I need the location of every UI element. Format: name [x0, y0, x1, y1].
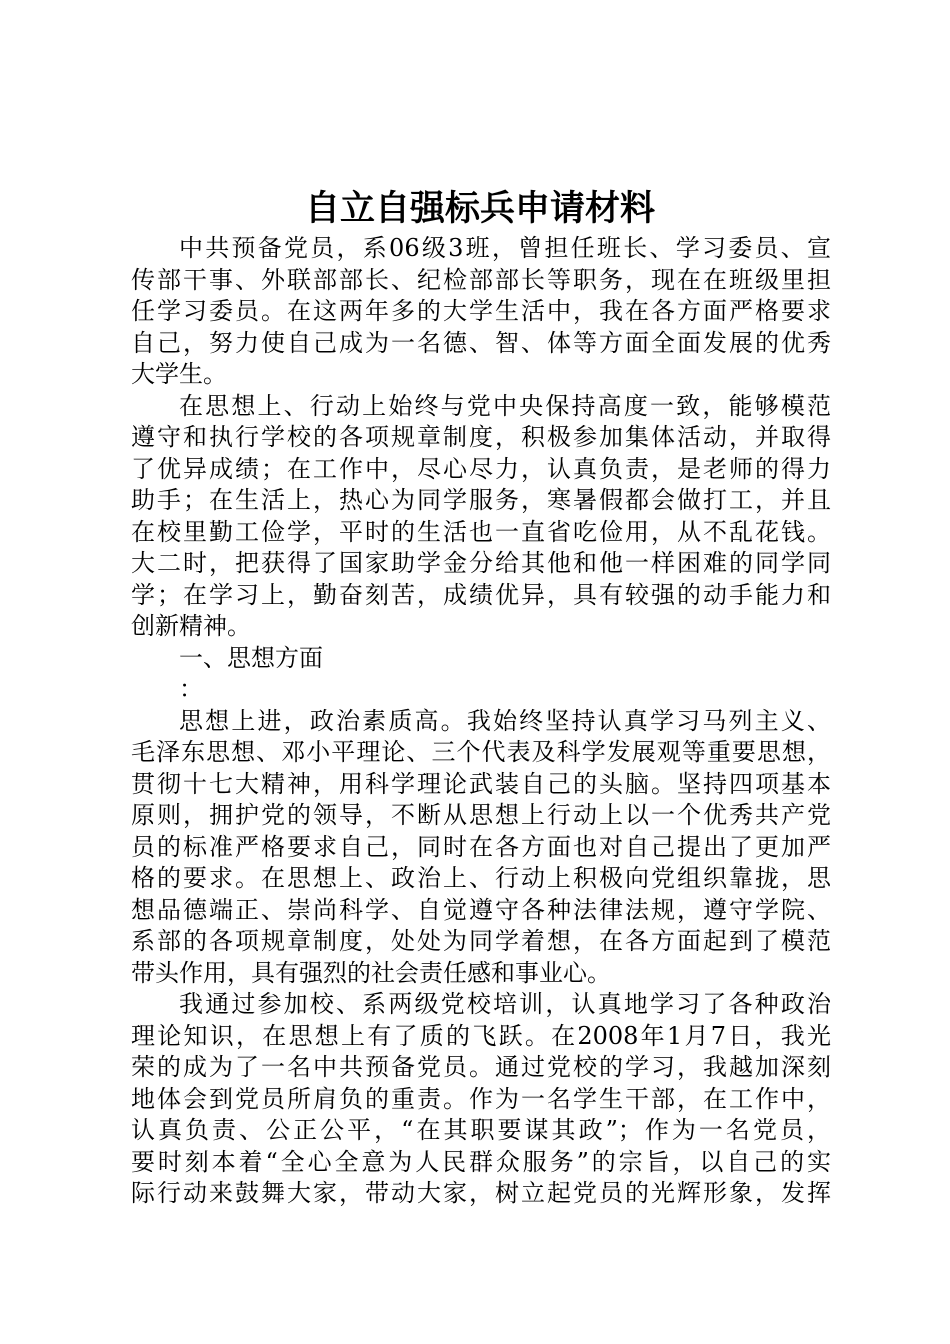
- paragraph-line: 系部的各项规章制度，处处为同学着想，在各方面起到了模范: [131, 927, 831, 955]
- paragraph-line: 理论知识，在思想上有了质的飞跃。在2008年1月7日，我光: [131, 1021, 831, 1050]
- paragraph-line: 在思想上、行动上始终与党中央保持高度一致，能够模范: [179, 391, 831, 420]
- paragraph-line: 际行动来鼓舞大家，带动大家，树立起党员的光辉形象，发挥: [131, 1179, 831, 1207]
- paragraph-line: 遵守和执行学校的各项规章制度，积极参加集体活动，并取得: [131, 423, 831, 451]
- paragraph-line: 学；在学习上，勤奋刻苦，成绩优异，具有较强的动手能力和: [131, 580, 831, 609]
- paragraph-line: 大学生。: [131, 360, 227, 388]
- paragraph-line: 中共预备党员，系06级3班，曾担任班长、学习委员、宣: [179, 234, 831, 262]
- paragraph-line: 大二时，把获得了国家助学金分给其他和他一样困难的同学同: [131, 549, 831, 577]
- paragraph-line: 了优异成绩；在工作中，尽心尽力，认真负责，是老师的得力: [131, 454, 831, 483]
- document-title: 自立自强标兵申请材料: [304, 189, 655, 229]
- paragraph-line: 创新精神。: [131, 612, 251, 640]
- paragraph-line: 员的标准严格要求自己，同时在各方面也对自己提出了更加严: [131, 832, 831, 861]
- paragraph-line: 原则，拥护党的领导，不断从思想上行动上以一个优秀共产党: [131, 801, 831, 829]
- paragraph-line: 贯彻十七大精神，用科学理论武装自己的头脑。坚持四项基本: [131, 769, 831, 798]
- paragraph-line: 助手；在生活上，热心为同学服务，寒暑假都会做打工，并且: [131, 486, 831, 514]
- paragraph-line: 认真负责、公正公平，“在其职要谋其政”；作为一名党员，: [131, 1116, 831, 1144]
- paragraph-line: 任学习委员。在这两年多的大学生活中，我在各方面严格要求: [131, 297, 831, 325]
- paragraph-line: 要时刻本着“全心全意为人民群众服务”的宗旨，以自己的实: [131, 1147, 831, 1176]
- paragraph-line: 想品德端正、崇尚科学、自觉遵守各种法律法规，遵守学院、: [131, 895, 831, 924]
- paragraph-line: 自己，努力使自己成为一名德、智、体等方面全面发展的优秀: [131, 328, 831, 357]
- paragraph-line: 荣的成为了一名中共预备党员。通过党校的学习，我越加深刻: [131, 1053, 831, 1081]
- paragraph-line: 我通过参加校、系两级党校培训，认真地学习了各种政治: [179, 990, 831, 1018]
- paragraph-line: 格的要求。在思想上、政治上、行动上积极向党组织靠拢，思: [131, 864, 831, 892]
- document-body: [131, 233, 831, 1210]
- section-heading-line: ：: [179, 675, 203, 703]
- paragraph-line: 传部干事、外联部部长、纪检部部长等职务，现在在班级里担: [131, 265, 831, 294]
- paragraph-line: 地体会到党员所肩负的重责。作为一名学生干部，在工作中，: [131, 1084, 831, 1113]
- paragraph-line: 思想上进，政治素质高。我始终坚持认真学习马列主义、: [179, 706, 831, 735]
- paragraph-line: 毛泽东思想、邓小平理论、三个代表及科学发展观等重要思想，: [131, 738, 831, 766]
- paragraph-line: 在校里勤工俭学，平时的生活也一直省吃俭用，从不乱花钱。: [131, 517, 831, 546]
- section-heading-line: 一、思想方面: [179, 643, 323, 672]
- paragraph-line: 带头作用，具有强烈的社会责任感和事业心。: [131, 958, 611, 987]
